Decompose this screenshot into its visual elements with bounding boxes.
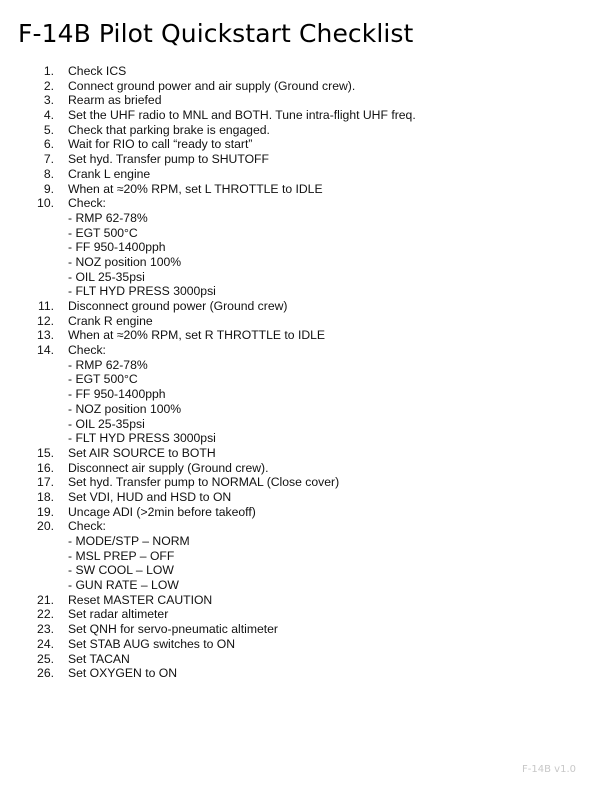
checklist-subitem (0, 240, 600, 255)
checklist-item (0, 593, 600, 608)
checklist-subitem (0, 534, 600, 549)
checklist-item-text: Set TACAN (68, 651, 130, 666)
checklist-item-number: 3. (43, 93, 54, 108)
checklist-subitem-text: - FF 950-1400pph (68, 240, 166, 255)
checklist-item-number: 21. (37, 592, 54, 607)
checklist-item (0, 622, 600, 637)
checklist-subitem-text: - FF 950-1400pph (68, 387, 166, 402)
checklist-item-number: 11. (37, 299, 54, 313)
checklist-item-number: 13. (37, 328, 54, 343)
checklist-item-text: Disconnect air supply (Ground crew). (68, 460, 269, 475)
checklist-subitem-text: - OIL 25-35psi (68, 416, 145, 431)
checklist-item (0, 137, 600, 152)
checklist-subitem (0, 578, 600, 593)
checklist-item-number: 25. (37, 651, 54, 666)
checklist-item (0, 490, 600, 505)
checklist-item-number: 23. (37, 622, 54, 637)
checklist-subitem (0, 417, 600, 432)
checklist-subitem-text: - EGT 500°C (68, 225, 138, 240)
checklist-item (0, 64, 600, 79)
checklist-subitem-text: - FLT HYD PRESS 3000psi (68, 284, 216, 299)
checklist-subitem-text: - SW COOL – LOW (68, 563, 174, 578)
checklist-item (0, 607, 600, 622)
checklist-item (0, 475, 600, 490)
checklist-item-number: 1. (43, 64, 54, 78)
checklist-item-number: 8. (43, 166, 54, 181)
checklist-item-text: Disconnect ground power (Ground crew) (68, 299, 288, 313)
checklist-item (0, 152, 600, 167)
checklist (0, 64, 600, 681)
checklist-item-number: 24. (37, 636, 54, 651)
checklist-item-number: 7. (43, 152, 54, 167)
checklist-item-number: 20. (37, 519, 54, 534)
checklist-item-number: 2. (43, 78, 54, 93)
checklist-subitem-text: - RMP 62-78% (68, 210, 148, 225)
checklist-item-text: Set the UHF radio to MNL and BOTH. Tune intra-flight UHF freq. (68, 108, 416, 123)
checklist-item-number: 15. (37, 445, 54, 460)
checklist-item-number: 5. (43, 122, 54, 137)
checklist-item-number: 12. (37, 313, 54, 328)
checklist-item-text: Set radar altimeter (68, 607, 169, 622)
checklist-item (0, 196, 600, 211)
checklist-subitem (0, 284, 600, 299)
checklist-item-text: When at ≈20% RPM, set L THROTTLE to IDLE (68, 181, 323, 196)
checklist-item-text: Check: (68, 519, 106, 534)
checklist-item-text: Check: (68, 343, 106, 358)
checklist-subitem-text: - EGT 500°C (68, 372, 138, 387)
checklist-item-number: 19. (37, 504, 54, 519)
checklist-subitem-text: - MSL PREP – OFF (68, 548, 175, 563)
checklist-item-number: 4. (43, 108, 54, 123)
checklist-subitem-text: - NOZ position 100% (68, 401, 182, 416)
page-title: F-14B Pilot Quickstart Checklist (18, 19, 414, 48)
checklist-item-number: 6. (43, 137, 54, 152)
checklist-item-text: Reset MASTER CAUTION (68, 592, 213, 607)
checklist-item-number: 9. (43, 181, 54, 196)
checklist-subitem (0, 563, 600, 578)
checklist-item-text: Set hyd. Transfer pump to NORMAL (Close cover) (68, 475, 340, 490)
checklist-item-text: Crank L engine (68, 166, 151, 181)
checklist-item-text: Rearm as briefed (68, 93, 162, 108)
checklist-item (0, 167, 600, 182)
checklist-item-text: Set AIR SOURCE to BOTH (68, 445, 216, 460)
checklist-item-text: When at ≈20% RPM, set R THROTTLE to IDLE (68, 328, 326, 343)
checklist-subitem-text: - RMP 62-78% (68, 357, 148, 372)
checklist-subitem-text: - MODE/STP – NORM (68, 534, 190, 548)
checklist-subitem (0, 211, 600, 226)
checklist-item (0, 299, 600, 314)
checklist-subitem (0, 372, 600, 387)
checklist-subitem-text: - NOZ position 100% (68, 254, 182, 269)
checklist-item-number: 18. (37, 489, 54, 504)
checklist-subitem-text: - GUN RATE – LOW (68, 578, 179, 593)
checklist-item-text: Uncage ADI (>2min before takeoff) (68, 504, 256, 519)
checklist-subitem (0, 431, 600, 446)
checklist-item-text: Set VDI, HUD and HSD to ON (68, 489, 232, 504)
checklist-item (0, 328, 600, 343)
checklist-subitem (0, 549, 600, 564)
checklist-item-text: Set QNH for servo-pneumatic altimeter (68, 622, 278, 637)
checklist-item (0, 182, 600, 197)
checklist-item-number: 17. (37, 475, 54, 490)
checklist-item-text: Crank R engine (68, 313, 153, 328)
checklist-item-number: 26. (37, 666, 54, 681)
checklist-subitem (0, 255, 600, 270)
checklist-item (0, 123, 600, 138)
checklist-subitem (0, 387, 600, 402)
checklist-item-text: Check ICS (68, 64, 127, 78)
checklist-item (0, 666, 600, 681)
checklist-item-text: Set hyd. Transfer pump to SHUTOFF (68, 152, 269, 167)
checklist-item (0, 343, 600, 358)
checklist-item-text: Connect ground power and air supply (Ground crew). (68, 78, 356, 93)
checklist-item-text: Check that parking brake is engaged. (68, 122, 270, 137)
checklist-subitem (0, 358, 600, 373)
checklist-item-text: Wait for RIO to call “ready to start” (68, 137, 253, 152)
checklist-item-number: 22. (37, 607, 54, 622)
version-footer: F-14B v1.0 (522, 764, 576, 775)
checklist-item-text: Set OXYGEN to ON (68, 666, 178, 681)
checklist-item (0, 505, 600, 520)
checklist-item (0, 79, 600, 94)
checklist-item (0, 446, 600, 461)
checklist-item-number: 10. (37, 196, 54, 211)
checklist-subitem (0, 270, 600, 285)
checklist-item (0, 93, 600, 108)
checklist-item (0, 314, 600, 329)
checklist-item-text: Check: (68, 196, 106, 211)
checklist-item (0, 108, 600, 123)
checklist-subitem-text: - OIL 25-35psi (68, 269, 145, 284)
checklist-subitem-text: - FLT HYD PRESS 3000psi (68, 431, 216, 446)
checklist-item (0, 637, 600, 652)
checklist-item-number: 14. (37, 343, 54, 358)
checklist-subitem (0, 226, 600, 241)
checklist-item (0, 461, 600, 476)
checklist-item-text: Set STAB AUG switches to ON (68, 636, 236, 651)
checklist-item (0, 652, 600, 667)
checklist-item (0, 519, 600, 534)
checklist-subitem (0, 402, 600, 417)
checklist-item-number: 16. (37, 460, 54, 475)
